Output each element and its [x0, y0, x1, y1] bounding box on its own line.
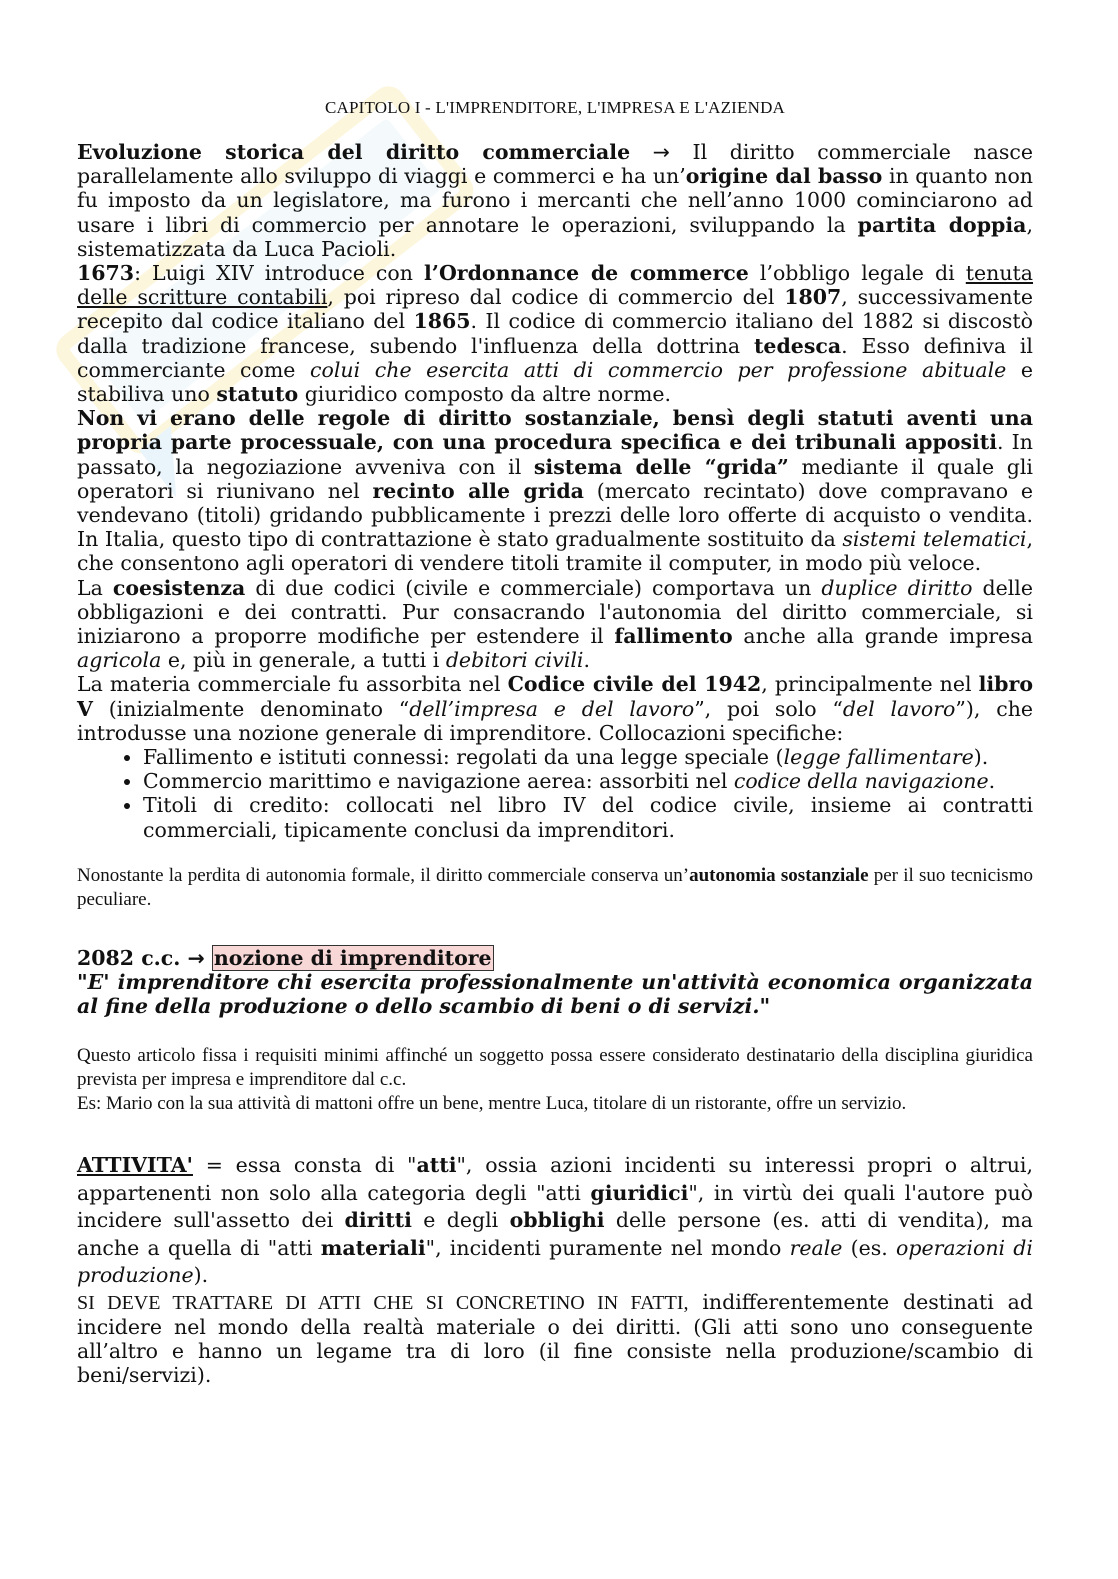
text: (es. [842, 1235, 897, 1260]
bold-text: diritti [344, 1208, 412, 1233]
italic-text: dell’impresa e del lavoro [409, 696, 695, 721]
year-1673: 1673 [77, 261, 135, 286]
italic-text: duplice diritto [821, 575, 973, 600]
bold-text: giuridici [590, 1180, 689, 1205]
bold-text: tedesca [753, 333, 842, 358]
text: , che consentono agli operatori di vendere titoli tramite il computer, in modo più veloce. [77, 527, 1033, 576]
text: e, più in generale, a tutti i [161, 648, 446, 673]
text: l’obbligo legale di [748, 261, 966, 286]
bold-text: Codice civile del 1942 [507, 672, 762, 697]
document-page [77, 98, 1033, 1388]
bold-text: coesistenza [112, 575, 246, 600]
bold-text: sistema delle “grida” [533, 454, 789, 479]
text: Titoli di credito: collocati nel libro IV del codice civile, insieme ai contratti commerciali, tipicamente conclusi da imprenditori. [143, 793, 1033, 842]
bold-text: statuto [216, 382, 299, 407]
text: ", incidenti puramente nel mondo [425, 1235, 790, 1260]
list-item [143, 793, 1033, 841]
text: (mercato recintato) dove compravano e vendevano (titoli) gridando pubblicamente i prezzi delle loro offerte di acquisto o vendita. In Italia, questo tipo di contrattazione è stato gradualmente sostituito da [77, 478, 1033, 552]
italic-text: operazioni di produzione [77, 1235, 1033, 1288]
text: : Luigi XIV introduce con [134, 261, 425, 286]
text: , successivamente recepito dal codice italiano del [77, 285, 1033, 334]
arrow-right-icon: → [187, 945, 205, 970]
text: indifferentemente destinati ad incidere nel mondo della realtà materiale o dei diritti. (Gli atti sono uno conseguente all’altro e hanno un legame tra di loro (il fine consiste nella produzione/scambio di beni/servizi). [77, 1289, 1033, 1388]
text: e degli [411, 1208, 510, 1233]
list-item [143, 745, 1033, 769]
text: delle obbligazioni e dei contratti. Pur consacrando l'autonomia del diritto commerciale, si iniziarono a proporre modifiche per estendere il [77, 575, 1033, 649]
bold-text: 1807 [784, 285, 842, 310]
italic-text: colui che esercita atti di commercio per professione abituale [310, 357, 1007, 382]
arrow-right-icon: → [652, 140, 670, 164]
article-ref: 2082 c.c. [77, 945, 181, 970]
text: . Esso definiva il commerciante come [77, 333, 1033, 382]
text: di due codici (civile e commerciale) comportava un [245, 575, 822, 600]
underlined-text: tenuta delle scritture contabili [77, 261, 1034, 310]
bold-text: Non vi erano delle regole di diritto sostanziale, bensì degli statuti aventi una propria parte processuale, con una procedura specifica e dei tribunali appositi [77, 406, 1033, 455]
bold-text: libro V [77, 672, 1033, 721]
text: ”), che introdusse una nozione generale di imprenditore. Collocazioni specifiche: [77, 696, 1034, 745]
text: Commercio marittimo e navigazione aerea: assorbiti nel [143, 769, 734, 794]
text: (inizialmente denominato “ [92, 696, 410, 721]
text: anche alla grande impresa [732, 624, 1034, 649]
bold-text: autonomia sostanziale [689, 864, 869, 886]
bold-text: fallimento [614, 624, 733, 649]
paragraph-materia [77, 672, 1033, 745]
bold-text: origine dal basso [685, 164, 883, 189]
bold-text: partita doppia [857, 212, 1027, 237]
paragraph-attivita [77, 1152, 1033, 1290]
italic-text: del lavoro [842, 696, 956, 721]
text: La materia commerciale fu assorbita nel [77, 672, 508, 697]
paragraph-1673 [77, 261, 1033, 406]
text: . [583, 648, 591, 673]
paragraph-concretino [77, 1290, 1033, 1388]
list-item [143, 769, 1033, 793]
italic-text: sistemi telematici [842, 527, 1027, 552]
text: . In passato, la negoziazione avveniva con il [77, 430, 1033, 479]
paragraph-evoluzione [77, 140, 1033, 261]
text: . Il codice di commercio italiano del 1882 si discostò dalla tradizione francese, subendo l'influenza della dottrina [77, 309, 1034, 358]
bold-text: materiali [320, 1235, 426, 1260]
italic-text: agricola [77, 648, 162, 673]
text: ", ossia azioni incidenti su interessi propri o altrui, appartenenti non solo alla categoria degli "atti [77, 1153, 1033, 1205]
chapter-title: CAPITOLO I - L'IMPRENDITORE, L'IMPRESA E L'AZIENDA [324, 98, 786, 117]
text: e stabiliva uno [77, 357, 1033, 407]
italic-text: legge fallimentare [783, 745, 974, 770]
term-attivita: ATTIVITA' [77, 1153, 193, 1178]
bullet-list [77, 745, 1033, 842]
text: Il diritto commerciale nasce parallelamente allo sviluppo di viaggi e commerci e ha un’ [77, 140, 1033, 189]
bold-text: l’Ordonnance de commerce [424, 261, 749, 286]
heading-evoluzione: Evoluzione storica del diritto commerciale [77, 140, 631, 164]
italic-text: codice della navigazione [733, 769, 989, 794]
text: Nonostante la perdita di autonomia formale, il diritto commerciale conserva un’ [77, 864, 690, 886]
text: ). [973, 745, 989, 770]
article-quote: "E' imprenditore chi esercita professionalmente un'attività economica organizzata al fine della produzione o dello scambio di beni o di servizi." [77, 969, 1033, 1019]
paragraph-articolo: Questo articolo fissa i requisiti minimi affinché un soggetto possa essere considerato destinatario della disciplina giuridica prevista per impresa e imprenditore dal c.c. [77, 1045, 1033, 1091]
bold-text: obblighi [509, 1208, 605, 1233]
text: , principalmente nel [761, 672, 979, 697]
paragraph-nonostante [77, 864, 1033, 912]
text: delle persone (es. atti di vendita), ma anche a quella di "atti [77, 1208, 1034, 1260]
paragraph-regole [77, 406, 1033, 575]
text: ”, poi solo “ [694, 696, 843, 721]
text: ", in virtù dei quali l'autore può incidere sull'assetto dei [77, 1180, 1033, 1233]
caps-text: SI DEVE TRATTARE DI ATTI CHE SI CONCRETINO IN FATTI, [77, 1291, 689, 1314]
paragraph-esempio: Es: Mario con la sua attività di mattoni offre un bene, mentre Luca, titolare di un ristorante, offre un servizio. [77, 1093, 907, 1115]
text: ). [193, 1263, 209, 1288]
text: La [77, 575, 113, 600]
bold-text: recinto alle grida [372, 478, 584, 503]
italic-text: debitori civili [445, 648, 584, 673]
bold-text: 1865 [413, 309, 471, 334]
text: giuridico composto da altre norme. [298, 382, 672, 407]
text: = essa consta di " [192, 1153, 417, 1178]
text: , poi ripreso dal codice di commercio del [327, 285, 785, 310]
text: . [988, 769, 996, 794]
article-heading [77, 946, 1033, 970]
bold-text: atti [416, 1153, 457, 1178]
highlighted-label: nozione di imprenditore [213, 945, 492, 970]
text: Fallimento e istituti connessi: regolati da una legge speciale ( [143, 745, 784, 770]
paragraph-coesistenza [77, 576, 1033, 673]
text: mediante il quale gli operatori si riunivano nel [77, 454, 1033, 503]
text: , sistematizzata da Luca Pacioli. [77, 212, 1033, 261]
text: per il suo tecnicismo peculiare. [77, 864, 1033, 910]
italic-text: reale [789, 1235, 843, 1260]
text: in quanto non fu imposto da un legislatore, ma furono i mercanti che nell’anno 1000 cominciarono ad usare i libri di commercio per annotare le operazioni, sviluppando la [77, 164, 1033, 237]
